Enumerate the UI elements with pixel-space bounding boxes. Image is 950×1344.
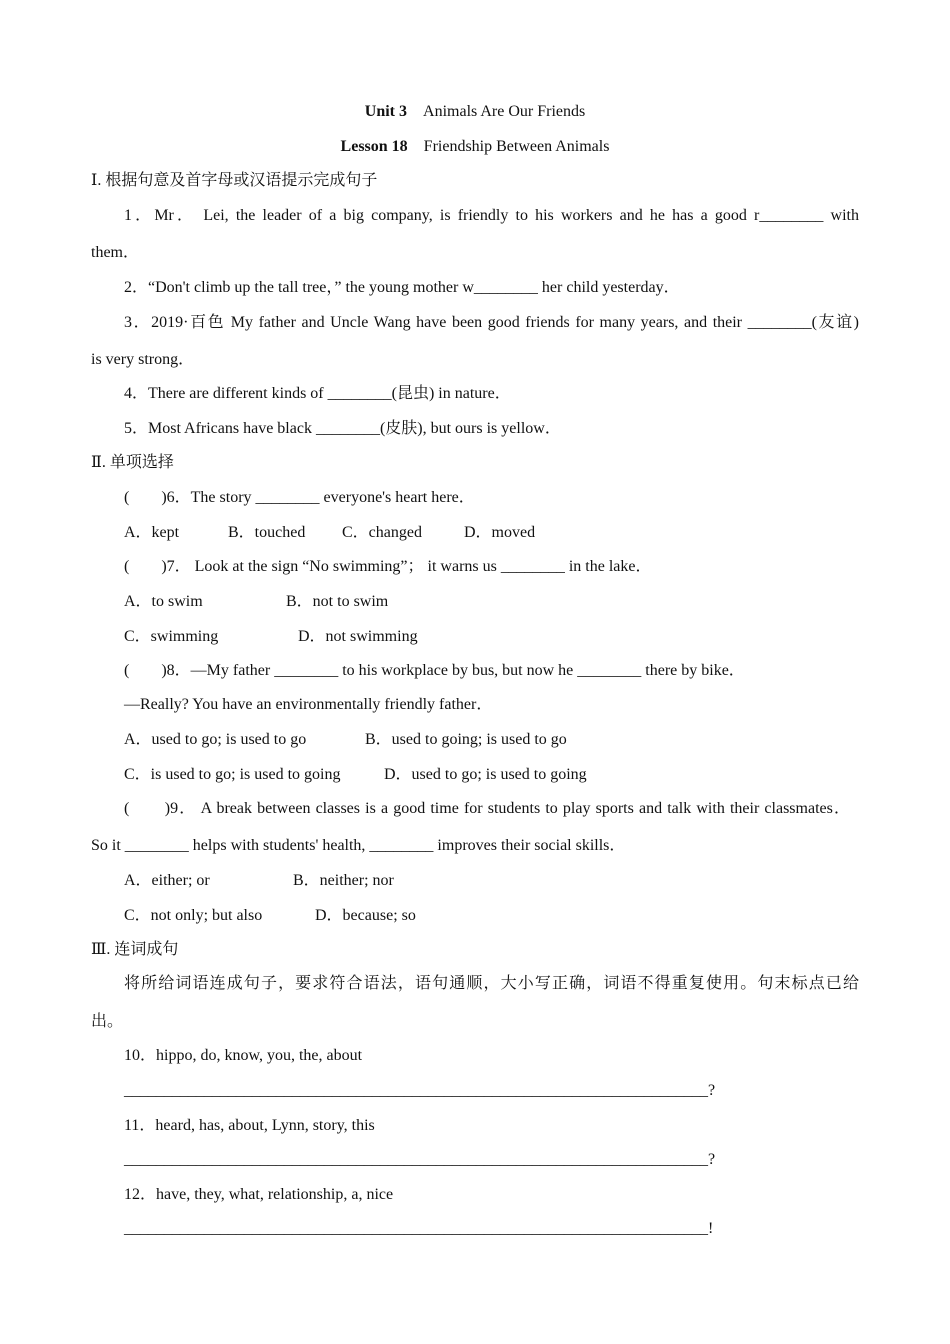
- option-d: D．because; so: [315, 907, 416, 924]
- question-1-line2: them．: [91, 244, 139, 261]
- option-c: C．is used to go; is used to going: [124, 766, 341, 783]
- section-2-title: Ⅱ. 单项选择: [91, 454, 174, 471]
- option-c: C．not only; but also: [124, 907, 263, 924]
- section-3-title: Ⅲ. 连词成句: [91, 941, 179, 958]
- question-11-answer-line[interactable]: _________________________________________________________________________?: [124, 1151, 716, 1168]
- question-12-answer-line[interactable]: _________________________________________________________________________!: [124, 1220, 714, 1237]
- question-9-line1: ( )9． A break between classes is a good time for students to play sports and talk with their classmates．: [124, 800, 850, 817]
- option-b: B．not to swim: [286, 593, 389, 610]
- question-9-line2: So it ________ helps with students' health, ________ improves their social skills．: [91, 837, 626, 854]
- question-6-options: [124, 523, 859, 543]
- option-c: C．changed: [342, 524, 422, 541]
- option-b: B．neither; nor: [293, 872, 394, 889]
- question-2: 2．“Don't climb up the tall tree，” the young mother w________ her child yesterday．: [124, 279, 680, 296]
- option-d: D．moved: [464, 524, 536, 541]
- option-d: D．not swimming: [298, 628, 418, 645]
- lesson-label: Lesson 18: [340, 138, 408, 155]
- option-b: B．touched: [228, 524, 306, 541]
- question-12: 12．have, they, what, relationship, a, nice: [124, 1186, 394, 1203]
- option-a: A．to swim: [124, 593, 203, 610]
- section-1-title: Ⅰ. 根据句意及首字母或汉语提示完成句子: [91, 172, 378, 189]
- question-11: 11．heard, has, about, Lynn, story, this: [124, 1117, 375, 1134]
- option-a: A．used to go; is used to go: [124, 731, 307, 748]
- question-10-answer-line[interactable]: _________________________________________________________________________?: [124, 1082, 716, 1099]
- option-a: A．either; or: [124, 872, 210, 889]
- instructions-line1: 将所给词语连成句子，要求符合语法，语句通顺，大小写正确，词语不得重复使用。句末标点已给: [124, 975, 859, 992]
- question-5: 5．Most Africans have black ________(皮肤), but ours is yellow．: [124, 420, 561, 437]
- lesson-title: Friendship Between Animals: [423, 138, 610, 155]
- option-d: D．used to go; is used to going: [384, 766, 587, 783]
- question-8-options-ab: [124, 730, 859, 750]
- option-b: B．used to going; is used to go: [365, 731, 567, 748]
- unit-label: Unit 3: [364, 103, 408, 120]
- question-9-options-ab: [124, 871, 859, 891]
- lesson-heading: [0, 137, 950, 157]
- instructions-line2: 出。: [91, 1013, 124, 1030]
- question-7: ( )7． Look at the sign “No swimming”； it warns us ________ in the lake．: [124, 558, 652, 575]
- question-8-reply: —Really? You have an environmentally friendly father．: [124, 696, 493, 713]
- question-6: ( )6．The story ________ everyone's heart here．: [124, 489, 475, 506]
- question-7-options-ab: [124, 592, 859, 612]
- question-4: 4．There are different kinds of ________(昆虫) in nature．: [124, 385, 511, 402]
- question-3-line1: 3．2019·百色 My father and Uncle Wang have been good friends for many years, and their ________(友谊): [124, 314, 859, 331]
- question-8-options-cd: [124, 765, 859, 785]
- option-c: C．swimming: [124, 628, 219, 645]
- option-a: A．kept: [124, 524, 180, 541]
- question-9-options-cd: [124, 906, 859, 926]
- question-3-line2: is very strong．: [91, 351, 195, 368]
- unit-heading: [0, 102, 950, 122]
- question-7-options-cd: [124, 627, 859, 647]
- question-10: 10．hippo, do, know, you, the, about: [124, 1047, 363, 1064]
- question-8: ( )8．—My father ________ to his workplace by bus, but now he ________ there by bike．: [124, 662, 745, 679]
- unit-title: Animals Are Our Friends: [423, 103, 586, 120]
- question-1-line1: 1．Mr． Lei, the leader of a big company, is friendly to his workers and he has a good r________ with: [124, 207, 859, 224]
